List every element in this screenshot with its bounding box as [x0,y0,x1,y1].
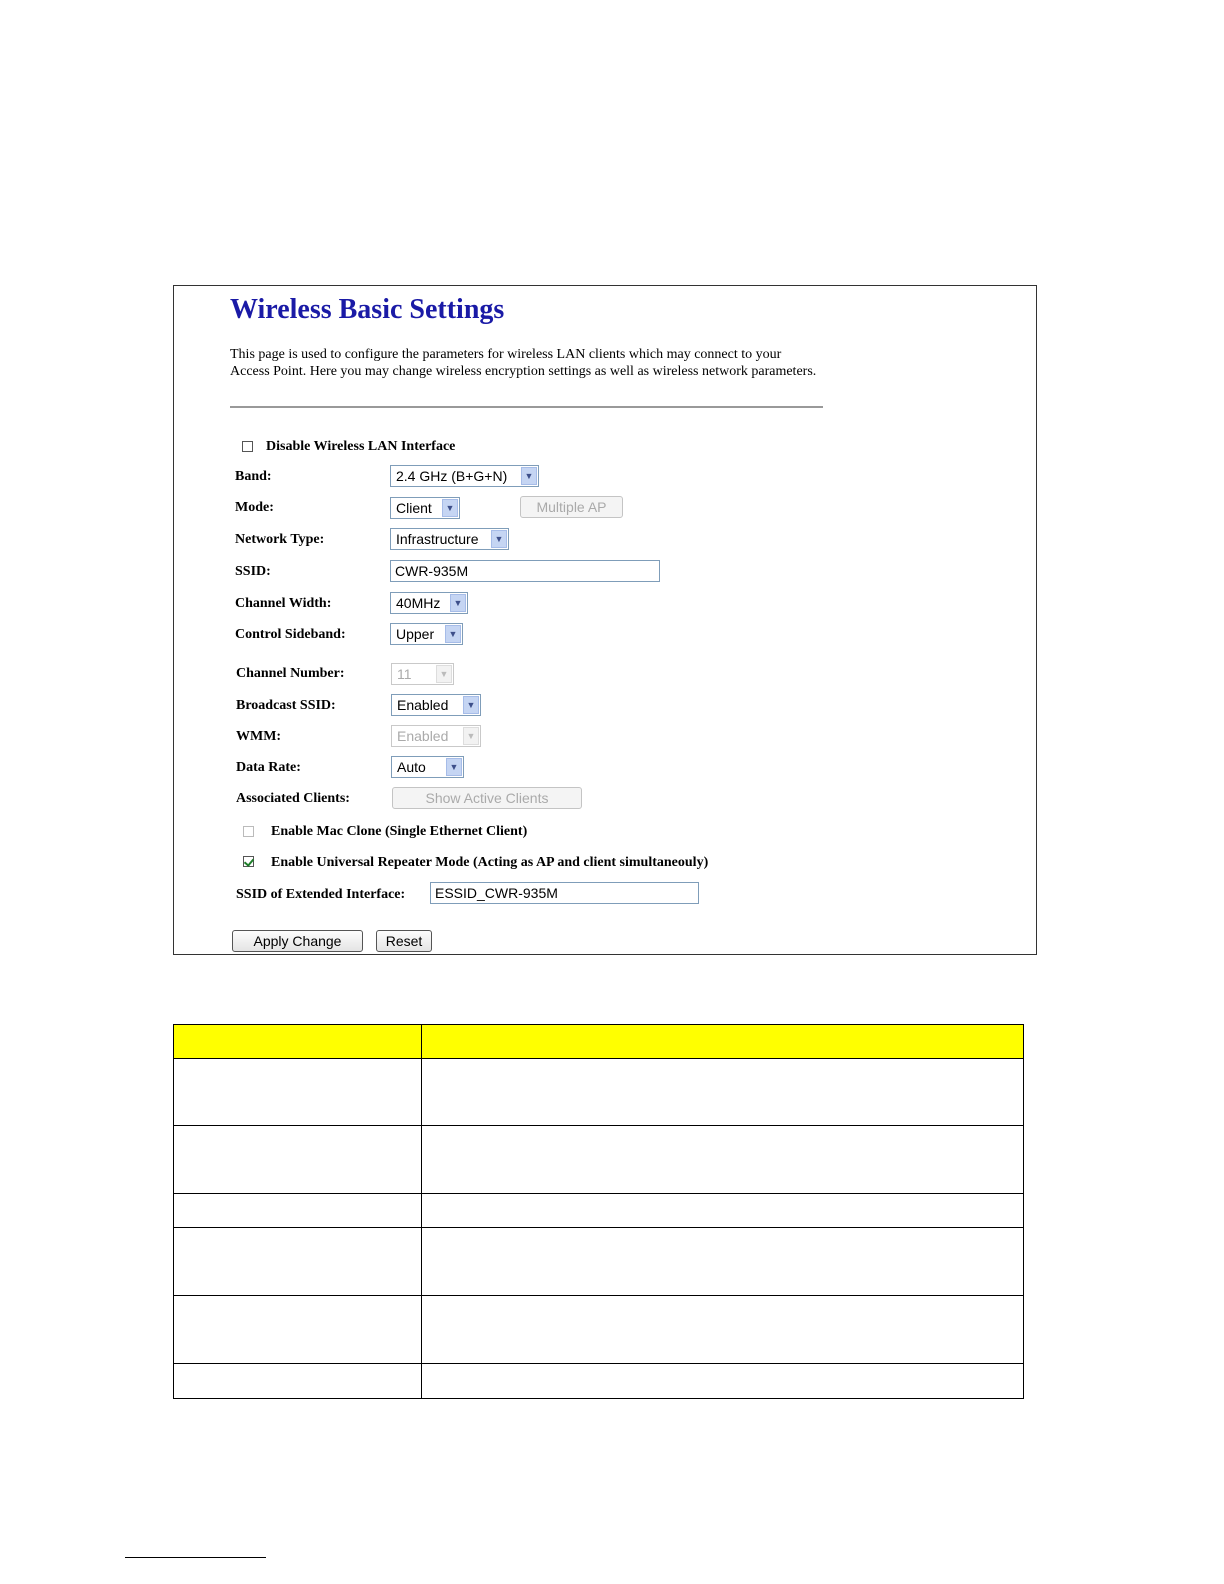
chevron-down-icon: ▼ [446,758,462,776]
table-cell [174,1059,422,1126]
network-type-label: Network Type: [235,532,325,547]
table-cell [174,1194,422,1228]
network-type-value: Infrastructure [396,531,479,547]
universal-repeater-checkbox[interactable] [243,856,254,867]
ssid-input[interactable]: CWR-935M [390,560,660,582]
table-row [174,1296,1024,1364]
band-value: 2.4 GHz (B+G+N) [396,468,508,484]
channel-width-value: 40MHz [396,595,441,611]
table-cell [174,1228,422,1296]
extended-ssid-label: SSID of Extended Interface: [236,887,406,902]
table-cell [174,1296,422,1364]
extended-ssid-input[interactable]: ESSID_CWR-935M [430,882,699,904]
table-row [174,1194,1024,1228]
mode-label: Mode: [235,500,274,515]
mac-clone-label: Enable Mac Clone (Single Ethernet Client) [271,824,528,839]
table-cell [422,1059,1024,1126]
chevron-down-icon: ▼ [463,727,479,745]
broadcast-ssid-value: Enabled [397,697,449,713]
chevron-down-icon: ▼ [463,696,479,714]
control-sideband-label: Control Sideband: [235,627,346,642]
mode-select[interactable] [390,497,460,519]
channel-width-label: Channel Width: [235,596,332,611]
chevron-down-icon: ▼ [491,530,507,548]
multiple-ap-button[interactable]: Multiple AP [520,496,623,518]
table-row [174,1126,1024,1194]
data-rate-value: Auto [397,759,426,775]
wireless-settings-panel [173,285,1037,955]
disable-wlan-label: Disable Wireless LAN Interface [266,439,456,454]
band-label: Band: [235,469,272,484]
band-select[interactable] [390,465,539,487]
mode-value: Client [396,500,432,516]
reference-table [173,1024,1024,1399]
channel-number-value: 11 [397,666,412,682]
wmm-select[interactable] [391,725,481,747]
control-sideband-select[interactable] [390,623,463,645]
page-title: Wireless Basic Settings [230,294,505,325]
table-row [174,1228,1024,1296]
table-cell [422,1126,1024,1194]
table-cell [422,1364,1024,1399]
table-cell [174,1364,422,1399]
wmm-value: Enabled [397,728,449,744]
table-header-cell [422,1025,1024,1059]
chevron-down-icon: ▼ [436,665,452,683]
divider [230,406,823,408]
table-cell [174,1126,422,1194]
table-header-cell [174,1025,422,1059]
page-description: This page is used to configure the parameters for wireless LAN clients which may connect to your Access Point. Here you may change wireless encryption settings as well as wireless network parameters. [230,347,817,379]
chevron-down-icon: ▼ [521,467,537,485]
control-sideband-value: Upper [396,626,435,642]
chevron-down-icon: ▼ [445,625,461,643]
wmm-label: WMM: [236,729,282,744]
show-active-clients-button[interactable]: Show Active Clients [392,787,582,809]
network-type-select[interactable] [390,528,509,550]
mac-clone-checkbox[interactable] [243,826,254,837]
footnote-rule [125,1557,266,1558]
reset-button[interactable]: Reset [376,930,432,952]
table-cell [422,1296,1024,1364]
ssid-label: SSID: [235,564,271,579]
data-rate-label: Data Rate: [236,760,301,775]
channel-width-select[interactable] [390,592,468,614]
table-header-row [174,1025,1024,1059]
disable-wlan-checkbox[interactable] [242,441,253,452]
chevron-down-icon: ▼ [450,594,466,612]
universal-repeater-label: Enable Universal Repeater Mode (Acting as AP and client simultaneouly) [271,855,709,870]
data-rate-select[interactable] [391,756,464,778]
apply-change-button[interactable]: Apply Change [232,930,363,952]
channel-number-label: Channel Number: [236,666,345,681]
table-cell [422,1228,1024,1296]
table-row [174,1364,1024,1399]
channel-number-select[interactable] [391,663,454,685]
broadcast-ssid-label: Broadcast SSID: [236,698,336,713]
broadcast-ssid-select[interactable] [391,694,481,716]
table-row [174,1059,1024,1126]
table-cell [422,1194,1024,1228]
chevron-down-icon: ▼ [442,499,458,517]
associated-clients-label: Associated Clients: [236,791,350,806]
